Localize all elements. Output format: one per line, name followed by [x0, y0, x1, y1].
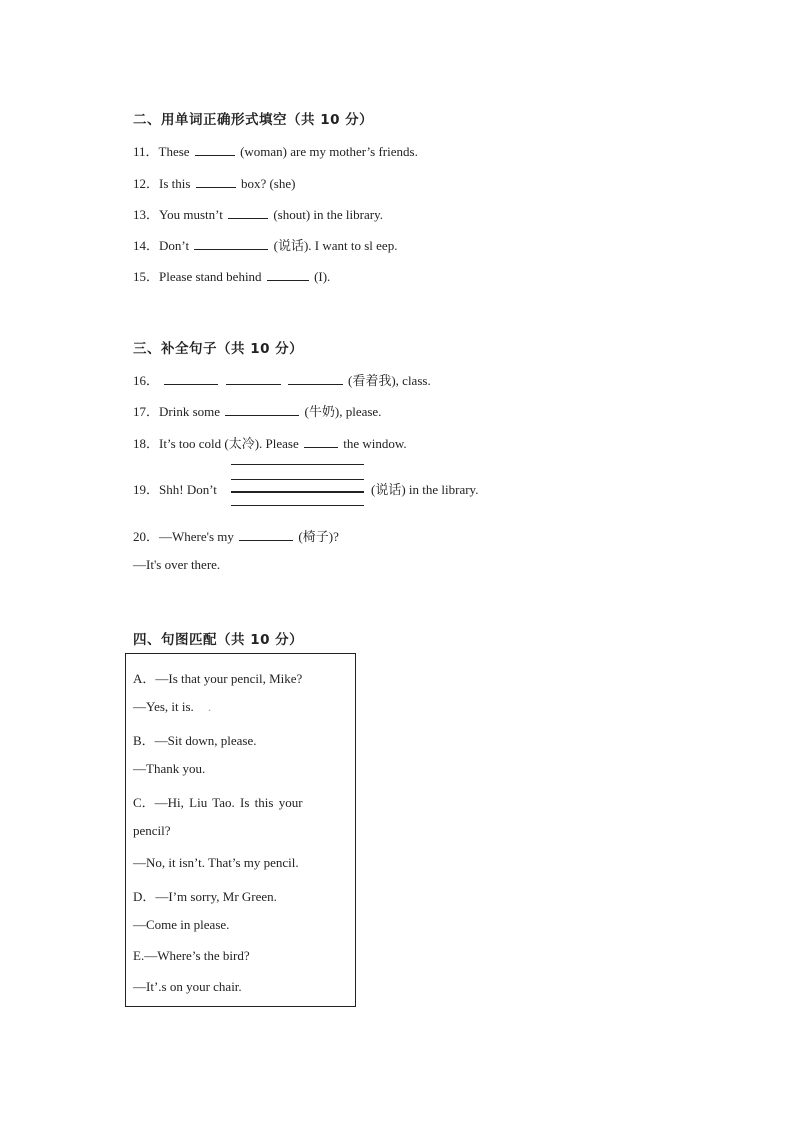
question-number: 19． — [133, 482, 160, 497]
dialogue-line-b1: B．—Sit down, please. — [133, 733, 257, 748]
question-number: 13． — [133, 207, 160, 222]
question-20 — [133, 526, 339, 545]
question-text-after: (说话). I want to sl eep. — [273, 238, 398, 253]
question-text-after: (看着我), class. — [348, 373, 431, 388]
dialogue-line-c1-wrap: pencil? — [133, 823, 171, 838]
answer-blank[interactable] — [226, 372, 281, 385]
question-number: 14． — [133, 238, 160, 253]
answer-blank[interactable] — [288, 372, 343, 385]
dialogue-line-e1: E.—Where’s the bird? — [133, 948, 250, 963]
answer-blank[interactable] — [196, 175, 236, 188]
question-number: 12． — [133, 176, 160, 191]
question-number: 16． — [133, 373, 160, 388]
dialogue-line-c1: C．—Hi, Liu Tao. Is this your — [133, 795, 303, 810]
question-text-after: (shout) in the library. — [273, 207, 383, 222]
question-text-before: You mustn’t — [159, 207, 223, 222]
question-number: 20． — [133, 529, 160, 544]
question-number: 18． — [133, 436, 160, 451]
question-text-before: These — [158, 144, 190, 159]
question-number: 17． — [133, 404, 160, 419]
question-text-before: Is this — [159, 176, 191, 191]
question-number: 15． — [133, 269, 160, 284]
answer-line[interactable] — [231, 505, 364, 506]
question-18 — [133, 433, 407, 452]
section-2-heading: 二、用单词正确形式填空（共 10 分） — [133, 112, 374, 128]
question-number: 11． — [133, 144, 159, 159]
dialogue-line-a2: —Yes, it is. . — [133, 699, 212, 714]
question-15 — [133, 266, 330, 285]
question-12 — [133, 173, 295, 192]
question-13 — [133, 204, 383, 223]
answer-blank[interactable] — [225, 403, 299, 416]
question-text-after: (牛奶), please. — [304, 404, 382, 419]
answer-line[interactable] — [231, 491, 364, 493]
section-3-heading: 三、补全句子（共 10 分） — [133, 341, 304, 357]
question-text-after: (椅子)? — [298, 529, 339, 544]
dialogue-line-b2: —Thank you. — [133, 761, 206, 776]
answer-blank[interactable] — [228, 206, 268, 219]
question-16 — [133, 370, 431, 389]
question-20-answer: —It's over there. — [133, 557, 221, 572]
dialogue-line-d1: D．—I’m sorry, Mr Green. — [133, 889, 277, 904]
question-text-after: box? (she) — [240, 176, 296, 191]
question-text-before: Shh! Don’t — [159, 482, 217, 497]
question-text-after: (I). — [314, 269, 331, 284]
answer-blank[interactable] — [304, 435, 338, 448]
answer-blank[interactable] — [194, 237, 268, 250]
dialogue-line-e2: —It’.s on your chair. — [133, 979, 242, 994]
question-text-before: It’s too cold (太冷). Please — [159, 436, 299, 451]
dialogue-line-a1: A．—Is that your pencil, Mike? — [133, 671, 303, 686]
question-text-before: Please stand behind — [159, 269, 262, 284]
answer-line[interactable] — [231, 479, 364, 480]
question-11 — [133, 141, 418, 160]
question-text-before: Don’t — [159, 238, 190, 253]
section-4-heading: 四、句图匹配（共 10 分） — [133, 632, 304, 648]
question-text-before: —Where's my — [159, 529, 234, 544]
dialogue-box — [125, 653, 356, 1007]
stray-mark: . — [207, 699, 212, 714]
question-text-after: (woman) are my mother’s friends. — [240, 144, 418, 159]
question-text-after: the window. — [343, 436, 407, 451]
answer-blank[interactable] — [267, 268, 309, 281]
answer-line[interactable] — [231, 464, 364, 465]
answer-blank[interactable] — [239, 528, 293, 541]
dialogue-line-d2: —Come in please. — [133, 917, 230, 932]
question-19 — [133, 479, 217, 498]
question-14 — [133, 235, 397, 254]
question-17 — [133, 401, 381, 420]
answer-blank[interactable] — [195, 143, 235, 156]
dialogue-line-c2: —No, it isn’t. That’s my pencil. — [133, 855, 299, 870]
question-text-before: Drink some — [159, 404, 221, 419]
question-19-after: (说话) in the library. — [371, 482, 479, 497]
answer-blank[interactable] — [164, 372, 218, 385]
